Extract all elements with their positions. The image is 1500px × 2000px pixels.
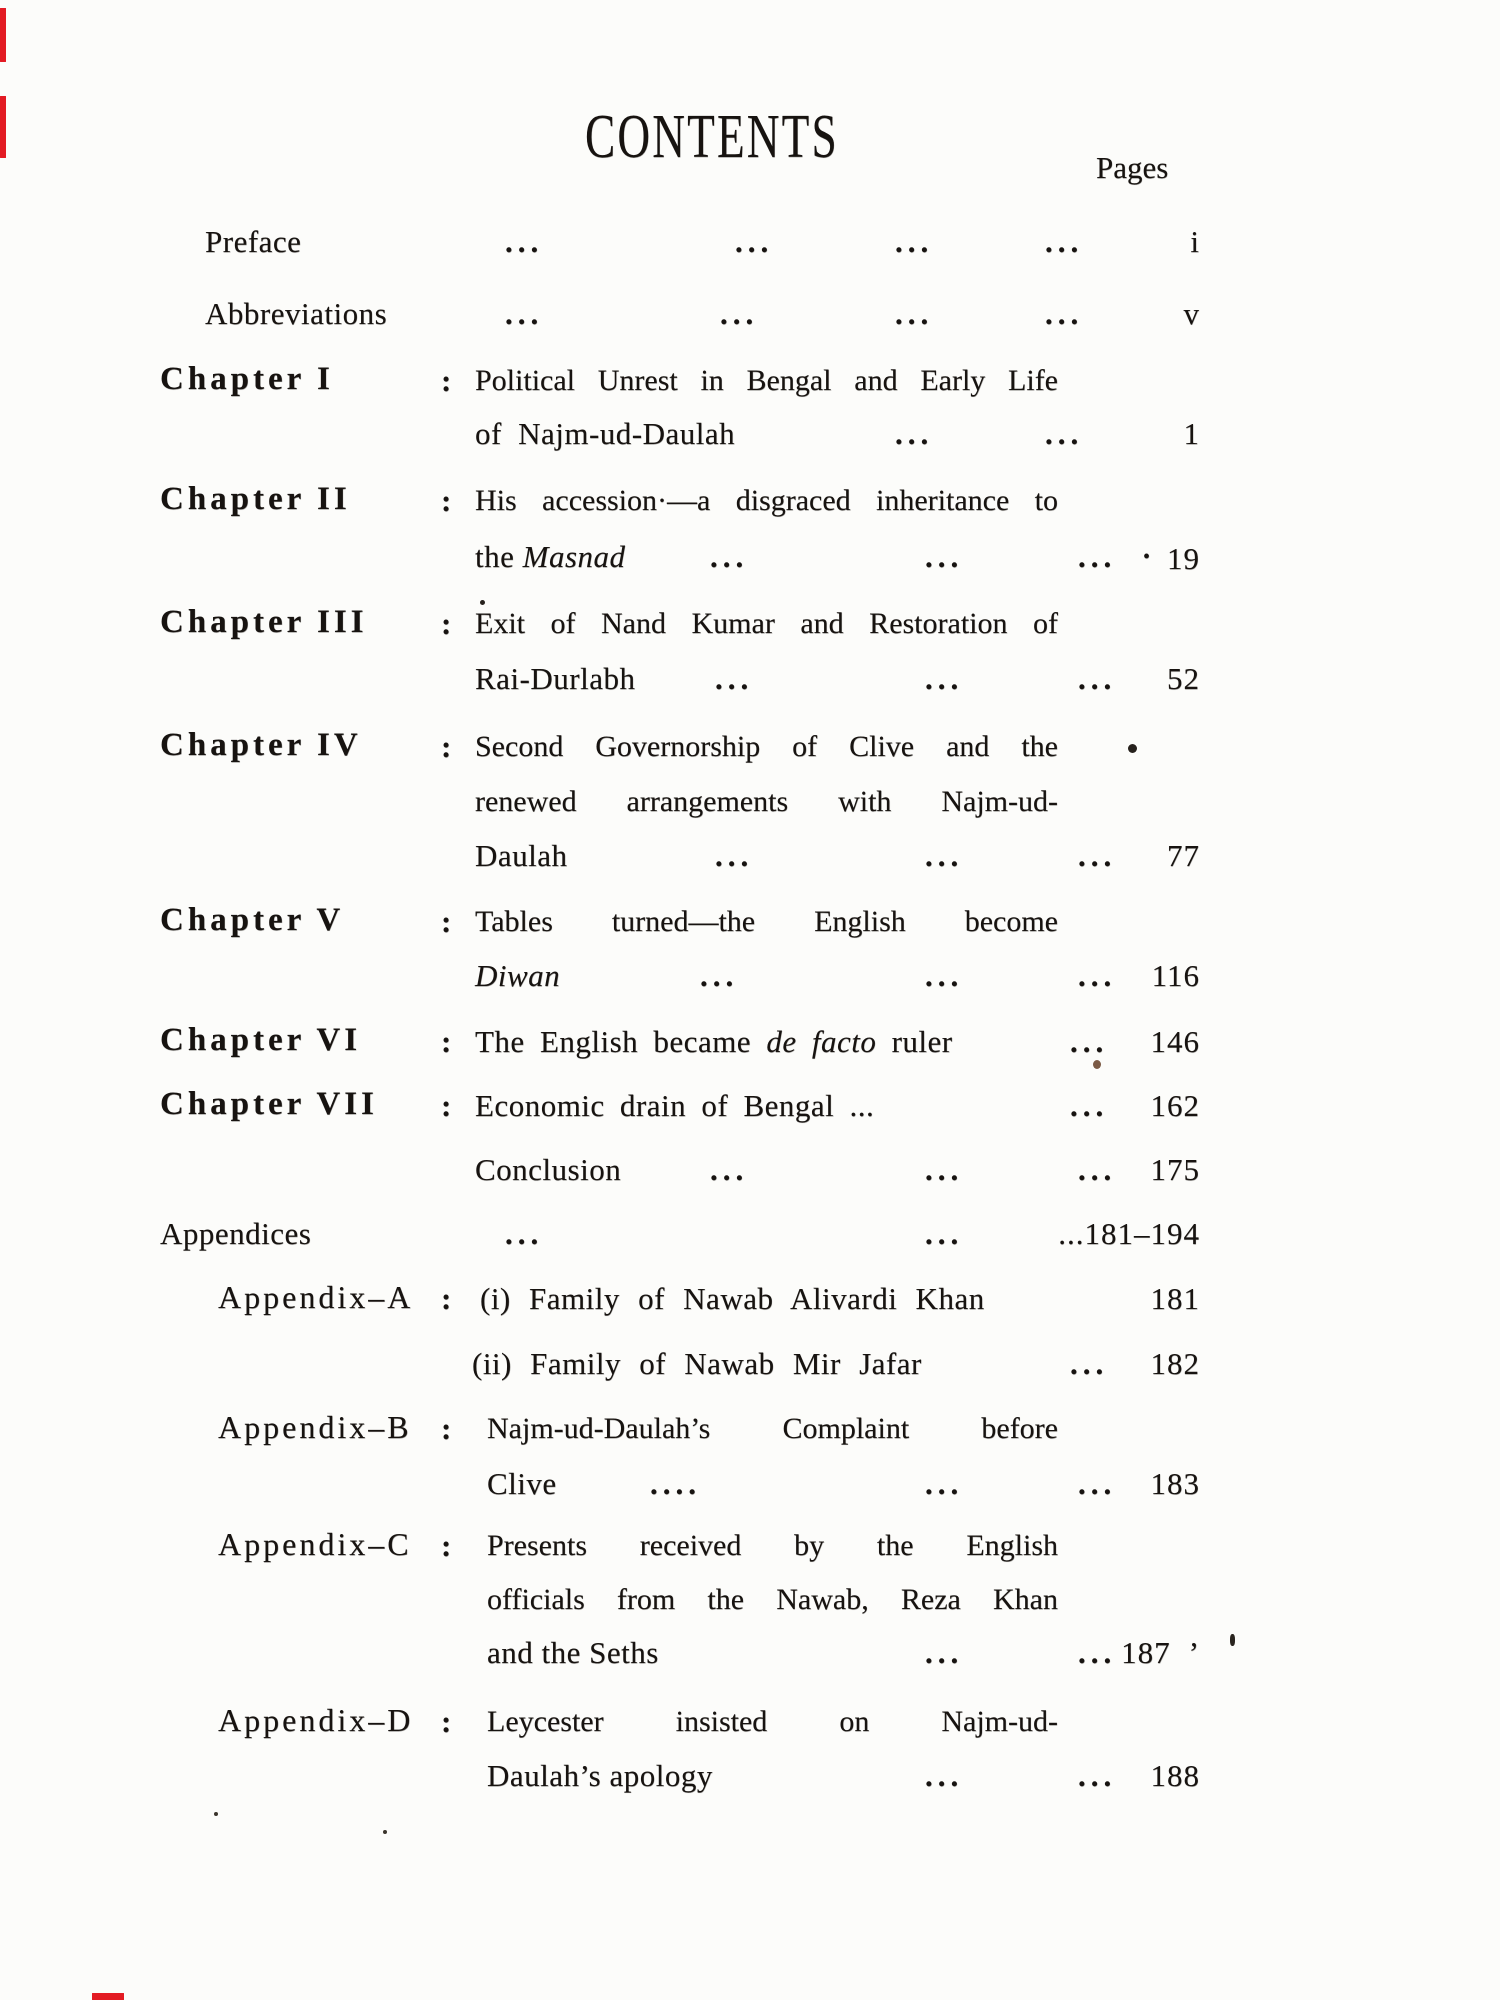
- entry-title-text: Daulah: [475, 838, 568, 873]
- speck: [1093, 1060, 1101, 1069]
- dot-leader: ...: [925, 1216, 964, 1251]
- toc-line: [0, 782, 1500, 828]
- entry-title-text: Leycester insisted on Najm-ud-: [487, 1705, 1058, 1738]
- dot-leader: ....: [650, 1466, 701, 1501]
- entry-title: [475, 361, 1058, 401]
- dot-leader: ...: [505, 224, 544, 259]
- page-number: 183: [1150, 1466, 1200, 1501]
- entry-title-text: Najm-ud-Daulah’s Complaint before: [487, 1412, 1058, 1445]
- label-colon: :: [441, 904, 452, 939]
- label-colon: :: [441, 483, 452, 518]
- ink-tick: [1230, 1634, 1235, 1646]
- entry-title-text: Clive: [487, 1466, 557, 1501]
- chapter-label: Chapter I: [160, 361, 334, 397]
- entry-title: [475, 604, 1058, 644]
- entry-title: [475, 836, 568, 876]
- label-colon: :: [441, 1024, 452, 1059]
- entry-title: [205, 222, 301, 262]
- ink-dot: [214, 1812, 218, 1816]
- entry-title-text: Second Governorship of Clive and the: [475, 730, 1058, 763]
- dot-leader: ...: [895, 416, 934, 451]
- dot-leader: ...: [715, 838, 754, 873]
- entry-title-text: of Najm-ud-Daulah: [475, 416, 736, 451]
- label-colon: :: [441, 1528, 452, 1563]
- page-number: ...181–194: [1058, 1216, 1200, 1251]
- entry-title-text: officials from the Nawab, Reza Khan: [487, 1583, 1058, 1616]
- page-number: 182: [1150, 1346, 1200, 1381]
- chapter-label: Chapter IV: [160, 727, 362, 763]
- dot-leader: ...: [735, 224, 774, 259]
- label-colon: :: [441, 729, 452, 764]
- red-edge-mark: [0, 8, 6, 62]
- toc-line: [0, 1279, 1500, 1325]
- appendix-label: Appendix–A: [218, 1279, 414, 1315]
- toc-line: [0, 537, 1500, 583]
- dot-leader: ...: [1078, 1758, 1117, 1793]
- entry-title-text: Economic drain of Bengal: [475, 1088, 835, 1123]
- toc-line: [0, 902, 1500, 948]
- toc-line: [0, 836, 1500, 882]
- dot-leader: ...: [925, 1758, 964, 1793]
- entry-title-text: Daulah’s apology: [487, 1758, 713, 1793]
- appendix-label: Appendix–C: [218, 1526, 412, 1562]
- entry-title: [487, 1633, 659, 1673]
- toc-line: [0, 361, 1500, 407]
- ink-dot: [480, 600, 485, 605]
- dot-leader: ...: [925, 539, 964, 574]
- dot-leader: ...: [700, 958, 739, 993]
- entry-title-text: renewed arrangements with Najm-ud-: [475, 785, 1058, 818]
- page-number: 146: [1150, 1024, 1200, 1059]
- ink-tick: ’: [1188, 1635, 1200, 1670]
- label-colon: :: [441, 1281, 452, 1316]
- dot-leader: ...: [1078, 838, 1117, 873]
- entry-title-text: Rai-Durlabh: [475, 661, 636, 696]
- entry-title-text: (ii) Family of Nawab Mir Jafar: [472, 1346, 922, 1381]
- toc-line: [0, 1756, 1500, 1802]
- toc-line: [0, 1464, 1500, 1510]
- chapter-label: Chapter VI: [160, 1022, 362, 1058]
- dot-leader: ...: [720, 296, 759, 331]
- dot-leader: ...: [925, 958, 964, 993]
- entry-title: [475, 956, 560, 996]
- toc-line: [0, 1702, 1500, 1748]
- chapter-label: Chapter V: [160, 902, 345, 938]
- ink-dot: [383, 1830, 387, 1834]
- entry-title-text: The English became: [475, 1024, 767, 1059]
- label-colon: :: [441, 1088, 452, 1123]
- page-number: • 19: [1000, 537, 1200, 579]
- entry-title-text: (i) Family of Nawab Alivardi Khan: [480, 1281, 985, 1316]
- chapter-label: Chapter VII: [160, 1086, 378, 1122]
- dot-leader: ...: [710, 539, 749, 574]
- entry-title-text: the: [475, 539, 523, 574]
- entry-title: [487, 1409, 1058, 1449]
- entry-title-text: Presents received by the English: [487, 1529, 1058, 1562]
- dot-leader: ...: [1070, 1346, 1109, 1381]
- chapter-label: Chapter III: [160, 604, 368, 640]
- page-number: i: [1190, 224, 1200, 259]
- entry-title-italic: Diwan: [475, 958, 561, 993]
- dot-leader: ...: [1078, 539, 1117, 574]
- entry-title-text: ruler: [876, 1024, 953, 1059]
- entry-title: [475, 727, 1058, 767]
- page-number: 187 ’: [1121, 1635, 1200, 1670]
- dot-leader: ...: [1045, 416, 1084, 451]
- dot-leader: ...: [505, 1216, 544, 1251]
- page-number: 175: [1150, 1152, 1200, 1187]
- red-edge-mark: [92, 1993, 124, 2000]
- dot-leader: ...: [1045, 296, 1084, 331]
- entry-title: [487, 1526, 1058, 1566]
- entry-title-text: Abbreviations: [205, 296, 388, 331]
- dot-leader: ...: [1078, 1152, 1117, 1187]
- page-number: 181: [1150, 1281, 1200, 1316]
- page-number: 162: [1150, 1088, 1200, 1123]
- entry-title-text: Conclusion: [475, 1152, 622, 1187]
- entry-title-italic: de facto: [766, 1024, 877, 1059]
- label-colon: :: [441, 1704, 452, 1739]
- label-colon: :: [441, 606, 452, 641]
- toc-line: [0, 1409, 1500, 1455]
- entry-title-text: Political Unrest in Bengal and Early Life: [475, 364, 1058, 397]
- entry-title-text: Exit of Nand Kumar and Restoration of: [475, 607, 1058, 640]
- dot-leader: ...: [925, 661, 964, 696]
- dot-leader: ...: [1078, 958, 1117, 993]
- dot-leader: ...: [1045, 224, 1084, 259]
- dot-leader: ...: [1078, 1635, 1117, 1670]
- entry-title: [475, 1150, 621, 1190]
- dot-leader: ...: [925, 838, 964, 873]
- dot-leader: ...: [1078, 661, 1117, 696]
- dot-leader: ...: [925, 1152, 964, 1187]
- entry-title: [205, 294, 387, 334]
- page-number: 1: [1183, 416, 1200, 451]
- toc-line: [0, 1526, 1500, 1572]
- toc-line: [0, 659, 1500, 705]
- toc-line: [0, 1022, 1500, 1068]
- entry-title-text: Preface: [205, 224, 302, 259]
- page-title: CONTENTS: [585, 102, 839, 171]
- page-number: 52: [1167, 661, 1200, 696]
- entry-title-text: ...: [834, 1088, 875, 1123]
- label-colon: :: [441, 1411, 452, 1446]
- entry-title-text: Tables turned—the English become: [475, 905, 1058, 938]
- dot-leader: ...: [1070, 1024, 1109, 1059]
- toc-line: [0, 1633, 1500, 1679]
- dot-leader: ...: [715, 661, 754, 696]
- toc-line: [0, 1214, 1500, 1260]
- entry-title-text: and the Seths: [487, 1635, 659, 1670]
- page-number: 116: [1151, 958, 1200, 993]
- toc-line: [0, 294, 1500, 340]
- entry-title: [475, 659, 635, 699]
- entry-title-text: His accession·—a disgraced inheritance to: [475, 484, 1058, 517]
- entry-title: [160, 1214, 311, 1254]
- entry-title: [487, 1580, 1058, 1620]
- entry-title: [487, 1702, 1058, 1742]
- dot-leader: ...: [1070, 1088, 1109, 1123]
- dot-leader: ...: [1078, 1466, 1117, 1501]
- toc-line: [0, 481, 1500, 527]
- dot-leader: ...: [895, 224, 934, 259]
- entry-title: [475, 537, 626, 577]
- entry-title: [487, 1464, 557, 1504]
- entry-title-italic: Masnad: [522, 539, 626, 574]
- bullet-artifact: •: [1142, 546, 1151, 568]
- pages-column-header: Pages: [1096, 150, 1169, 185]
- appendix-label: Appendix–B: [218, 1409, 412, 1445]
- entry-title: [475, 481, 1058, 521]
- entry-title: [475, 782, 1058, 822]
- entry-title: [472, 1344, 922, 1384]
- toc-line: [0, 1344, 1500, 1390]
- entry-title: [475, 414, 735, 454]
- dot-leader: ...: [895, 296, 934, 331]
- entry-title: [475, 1022, 953, 1062]
- dot-leader: ...: [925, 1635, 964, 1670]
- toc-line: [0, 414, 1500, 460]
- toc-line: [0, 1580, 1500, 1626]
- entry-title: [487, 1756, 713, 1796]
- toc-line: [0, 727, 1500, 773]
- page-number: v: [1183, 296, 1200, 331]
- toc-line: [0, 604, 1500, 650]
- chapter-label: Chapter II: [160, 481, 351, 517]
- page-number: 77: [1167, 838, 1200, 873]
- dot-leader: ...: [710, 1152, 749, 1187]
- toc-line: [0, 222, 1500, 268]
- entry-title: [475, 1086, 874, 1126]
- toc-line: [0, 956, 1500, 1002]
- dot-leader: ...: [925, 1466, 964, 1501]
- page-number: 188: [1150, 1758, 1200, 1793]
- toc-line: [0, 1150, 1500, 1196]
- dot-leader: ...: [505, 296, 544, 331]
- appendix-label: Appendix–D: [218, 1702, 414, 1738]
- label-colon: :: [441, 363, 452, 398]
- ink-dot: [1128, 744, 1137, 753]
- toc-line: [0, 1086, 1500, 1132]
- entry-title: [480, 1279, 985, 1319]
- entry-title-text: Appendices: [160, 1216, 312, 1251]
- entry-title: [475, 902, 1058, 942]
- red-edge-mark: [0, 96, 6, 158]
